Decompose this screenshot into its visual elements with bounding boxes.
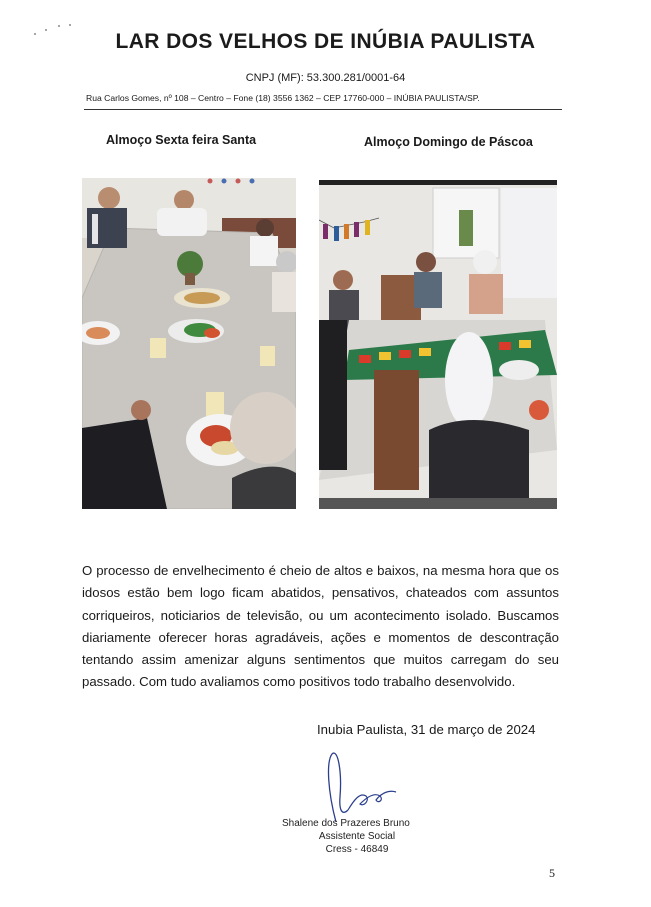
institution-title: LAR DOS VELHOS DE INÚBIA PAULISTA (115, 30, 536, 53)
signature-block (282, 817, 432, 856)
header-divider (84, 109, 562, 110)
place-and-date: Inubia Paulista, 31 de março de 2024 (317, 722, 536, 737)
photo-good-friday-lunch (82, 178, 296, 509)
signatory-name: Shalene dos Prazeres Bruno (282, 818, 410, 829)
cnpj-line: CNPJ (MF): 53.300.281/0001-64 (245, 72, 406, 84)
photo-caption-good-friday: Almoço Sexta feira Santa (106, 133, 257, 147)
signatory-role: Assistente Social (318, 831, 396, 842)
page-number: 5 (549, 866, 555, 880)
address-line: Rua Carlos Gomes, nº 108 – Centro – Fone (18) 3556 1362 – CEP 17760-000 – INÚBIA PAULISTA/SP. (86, 93, 480, 103)
photo-caption-easter-sunday: Almoço Domingo de Páscoa (364, 135, 533, 149)
handwritten-signature (318, 752, 398, 822)
signatory-registry: Cress - 46849 (325, 844, 389, 855)
photo-easter-sunday-lunch (319, 180, 557, 509)
report-paragraph: O processo de envelhecimento é cheio de altos e baixos, na mesma hora que os idosos estão bem logo ficam abatidos, pensativos, chateados com assuntos corriqueiros, noticiarios de televisão, ou um acontecimento isolado. Buscamos diariamente oferecer horas agradáveis, ações e momentos de descontração tentando assim amenizar alguns sentimentos que muitos carregam do seu passado. Com tudo avaliamos como positivos todo trabalho desenvolvido. (82, 563, 559, 690)
